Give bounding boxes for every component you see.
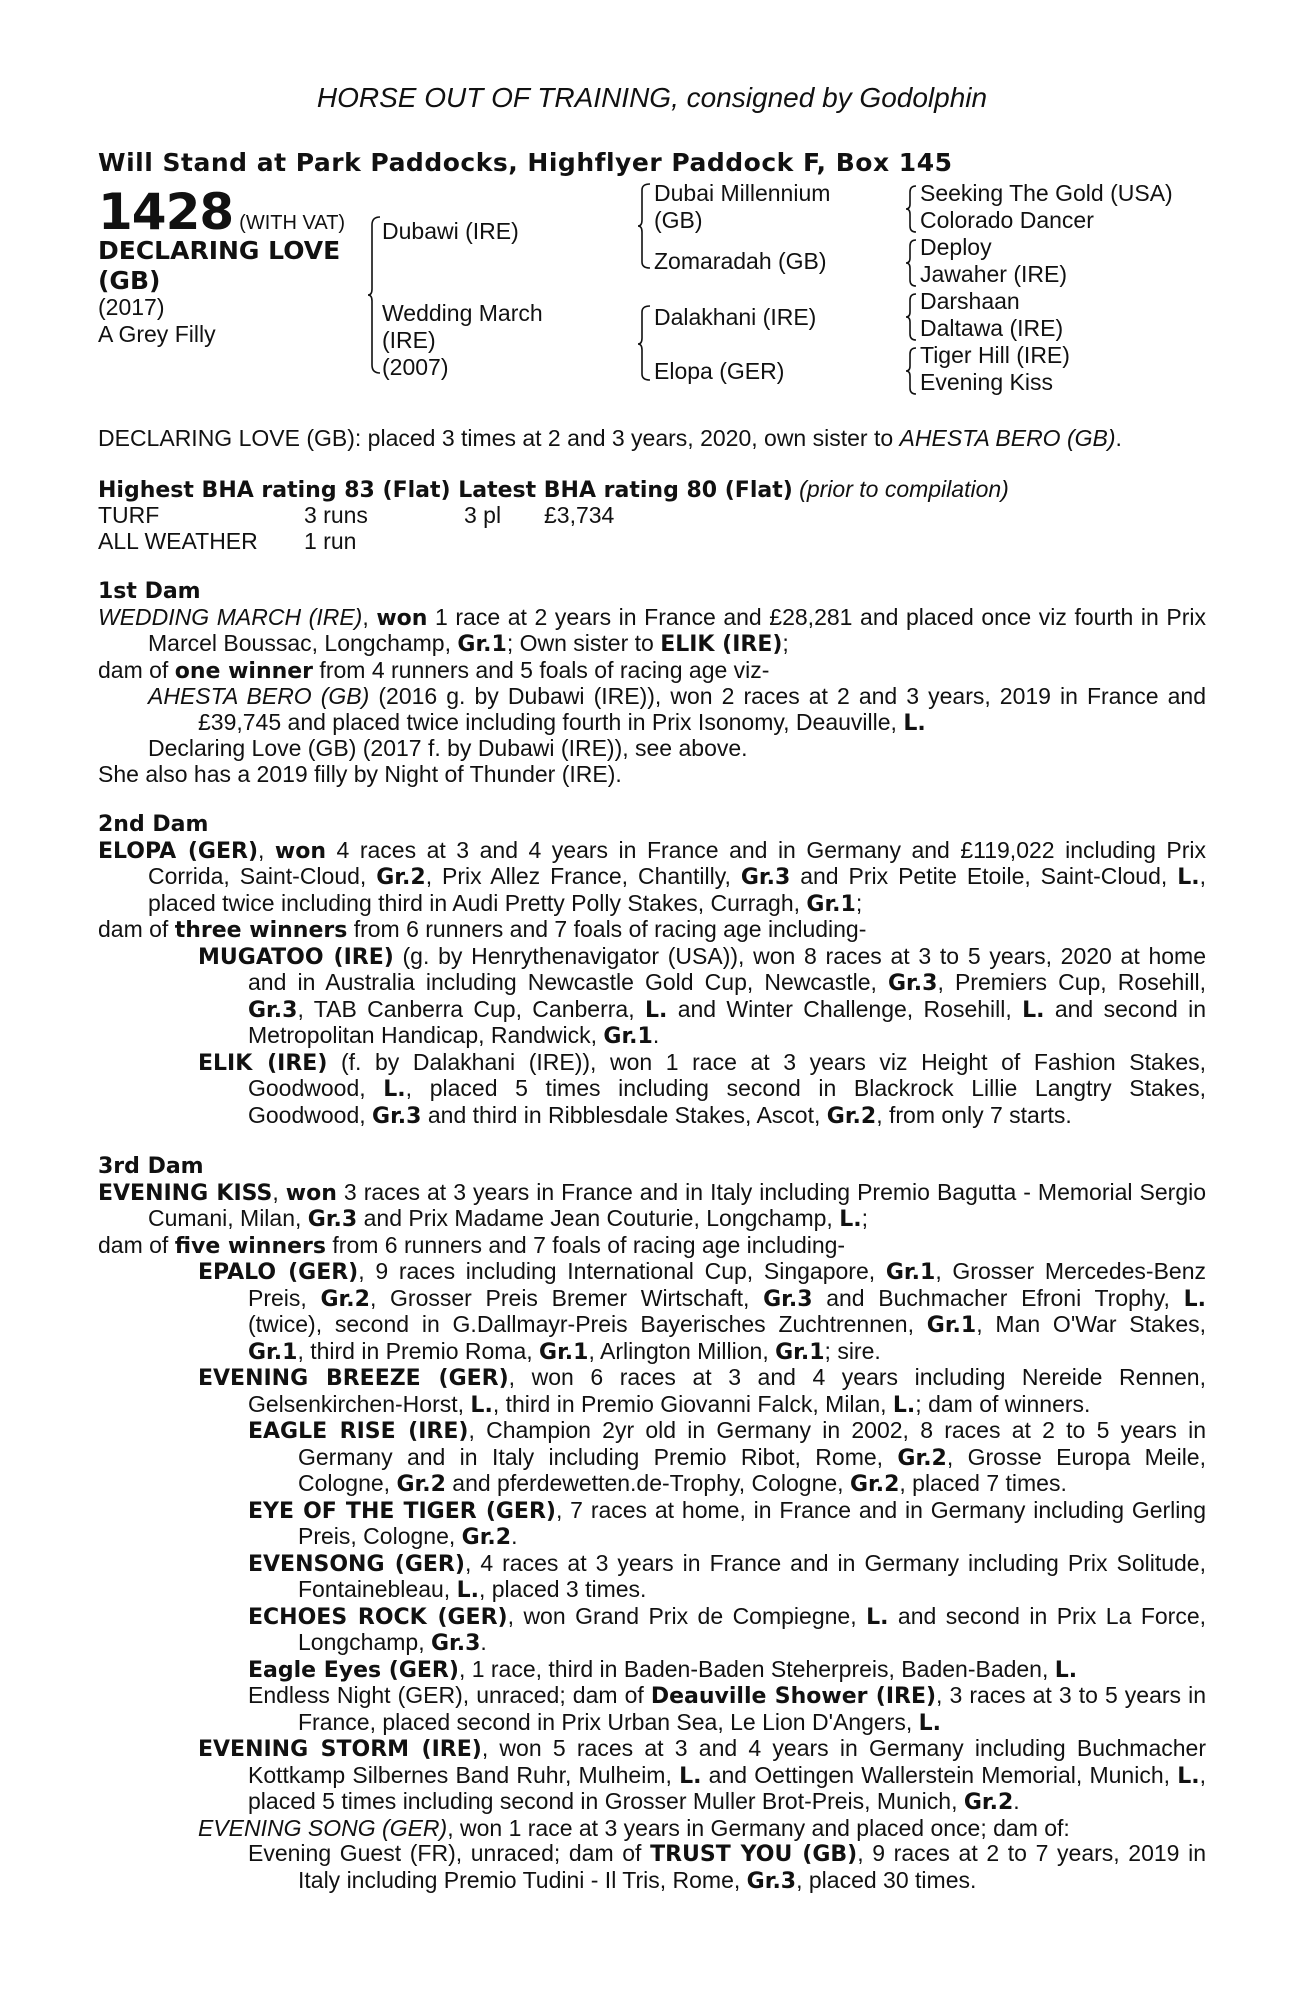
first-dam-produce-3: She also has a 2019 filly by Night of Thunder (IRE).	[98, 760, 622, 787]
pedigree-g8: Evening Kiss	[920, 369, 1053, 395]
pedigree-bracket-g78	[906, 346, 918, 396]
horse-details	[98, 294, 216, 348]
second-dam-record: ELOPA (GER), won 4 races at 3 and 4 years in France and in Germany and £119,022 including Prix Corrida, Saint-Cloud, Gr.2, Prix Allez France, Chantilly, Gr.3 and Prix Petite Etoile, Saint-Cloud, L., placed twice including third in Audi Pretty Polly Stakes, Curragh, Gr.1;	[98, 836, 1206, 917]
horse-name: DECLARING LOVE (GB)	[98, 236, 341, 295]
pedigree-g2: Colorado Dancer	[920, 207, 1094, 233]
first-dam-heading: 1st Dam	[98, 579, 201, 604]
lot-number-line	[98, 183, 345, 241]
third-dam-produce-evening-breeze: EVENING BREEZE (GER), won 6 races at 3 and 4 years including Nereide Rennen, Gelsenkirchen-Horst, L., third in Premio Giovanni Falck, Milan, L.; dam of winners.	[198, 1364, 1206, 1418]
pedigree-bracket-g34	[906, 238, 918, 288]
pedigree-g1: Seeking The Gold (USA)	[920, 180, 1173, 206]
horse-description: A Grey Filly	[98, 321, 216, 347]
pedigree-sire-dam: Zomaradah (GB)	[654, 248, 827, 274]
first-dam-record: WEDDING MARCH (IRE), won 1 race at 2 years in France and £28,281 and placed once viz fourth in Prix Marcel Boussac, Longchamp, Gr.1; Own sister to ELIK (IRE);	[98, 603, 1207, 657]
stand-location: Will Stand at Park Paddocks, Highflyer Paddock F, Box 145	[98, 148, 953, 177]
third-dam-produce-epalo: EPALO (GER), 9 races including International Cup, Singapore, Gr.1, Grosser Mercedes-Benz Preis, Gr.2, Grosser Preis Bremer Wirtschaft, Gr.3 and Buchmacher Efroni Trophy, L. (twice), second in G.Dallmayr-Preis Bayerisches Zuchtrennen, Gr.1, Man O'War Stakes, Gr.1, third in Premio Roma, Gr.1, Arlington Million, Gr.1; sire.	[198, 1258, 1207, 1365]
third-dam-produce-evening-song: EVENING SONG (GER), won 1 race at 3 years in Germany and placed once; dam of:	[198, 1814, 1070, 1841]
catalogue-body	[98, 426, 1206, 1894]
third-dam-produce-summary: dam of five winners from 6 runners and 7 foals of racing age including-	[98, 1231, 846, 1259]
race-record	[98, 503, 1206, 554]
second-dam-produce-summary: dam of three winners from 6 runners and 7 foals of racing age including-	[98, 916, 867, 943]
pedigree-bracket-main	[368, 215, 382, 375]
lot-number: 1428	[98, 183, 234, 241]
pedigree-bracket-dam	[638, 304, 652, 384]
grandproduce-eagle-eyes: Eagle Eyes (GER), 1 race, third in Baden-Baden Steherpreis, Baden-Baden, L.	[248, 1655, 1078, 1683]
horse-year: (2017)	[98, 294, 165, 320]
pedigree-sire: Dubawi (IRE)	[382, 218, 519, 244]
grandproduce-endless-night: Endless Night (GER), unraced; dam of Deauville Shower (IRE), 3 races at 3 to 5 years in France, placed second in Prix Urban Sea, Le Lion D'Angers, L.	[248, 1682, 1207, 1736]
horse-summary: DECLARING LOVE (GB): placed 3 times at 2 and 3 years, 2020, own sister to AHESTA BERO (GB).	[98, 425, 1122, 451]
pedigree-g4: Jawaher (IRE)	[920, 261, 1067, 287]
grandproduce-eagle-rise: EAGLE RISE (IRE), Champion 2yr old in Germany in 2002, 8 races at 2 to 5 years in Germany and in Italy including Premio Ribot, Rome, Gr.2, Grosse Europa Meile, Cologne, Gr.2 and pferdewetten.de-Trophy, Cologne, Gr.2, placed 7 times.	[248, 1417, 1206, 1497]
pedigree-g5: Darshaan	[920, 288, 1020, 314]
grandproduce-eye-of-the-tiger: EYE OF THE TIGER (GER), 7 races at home, in France and in Germany including Gerling Preis, Cologne, Gr.2.	[248, 1496, 1206, 1550]
third-dam-produce-evening-storm: EVENING STORM (IRE), won 5 races at 3 and 4 years in Germany including Buchmacher Kottkamp Silbernes Band Ruhr, Mulheim, L. and Oettingen Wallerstein Memorial, Munich, L., placed 5 times including second in Grosser Muller Brot-Preis, Munich, Gr.2.	[198, 1735, 1206, 1815]
pedigree-bracket-sire	[638, 182, 652, 272]
first-dam-produce-summary: dam of one winner from 4 runners and 5 foals of racing age viz-	[98, 656, 770, 684]
race-record-turf: TURF 3 runs 3 pl £3,734	[98, 502, 615, 528]
third-dam-heading: 3rd Dam	[98, 1154, 204, 1179]
pedigree-g7: Tiger Hill (IRE)	[920, 342, 1070, 368]
bha-rating: Highest BHA rating 83 (Flat) Latest BHA rating 80 (Flat) (prior to compilation)	[98, 475, 1009, 503]
pedigree-g3: Deploy	[920, 234, 992, 260]
second-dam-heading: 2nd Dam	[98, 812, 209, 837]
grandproduce-echoes-rock: ECHOES ROCK (GER), won Grand Prix de Compiegne, L. and second in Prix La Force, Longchamp, Gr.3.	[248, 1602, 1207, 1656]
first-dam-produce-2: Declaring Love (GB) (2017 f. by Dubawi (IRE)), see above.	[148, 735, 748, 761]
second-dam-produce-1: MUGATOO (IRE) (g. by Henrythenavigator (USA)), won 8 races at 3 to 5 years, 2020 at home and in Australia including Newcastle Gold Cup, Newcastle, Gr.3, Premiers Cup, Rosehill, Gr.3, TAB Canberra Cup, Canberra, L. and Winter Challenge, Rosehill, L. and second in Metropolitan Handicap, Randwick, Gr.1.	[198, 942, 1206, 1049]
pedigree-sire-sire: Dubai Millennium (GB)	[654, 180, 831, 233]
pedigree-bracket-g12	[906, 184, 918, 234]
pedigree-dam: Wedding March (IRE) (2007)	[382, 300, 543, 380]
third-dam-record: EVENING KISS, won 3 races at 3 years in France and in Italy including Premio Bagutta - Memorial Sergio Cumani, Milan, Gr.3 and Prix Madame Jean Couturie, Longchamp, L.;	[98, 1178, 1207, 1232]
grandproduce-evensong: EVENSONG (GER), 4 races at 3 years in France and in Germany including Prix Solitude, Fontainebleau, L., placed 3 times.	[248, 1549, 1206, 1603]
page-header: HORSE OUT OF TRAINING, consigned by Godolphin	[316, 82, 988, 113]
vat-note: (WITH VAT)	[239, 212, 346, 234]
grandproduce-evening-guest: Evening Guest (FR), unraced; dam of TRUST YOU (GB), 9 races at 2 to 7 years, 2019 in Italy including Premio Tudini - Il Tris, Rome, Gr.3, placed 30 times.	[248, 1840, 1206, 1894]
second-dam-produce-2: ELIK (IRE) (f. by Dalakhani (IRE)), won 1 race at 3 years viz Height of Fashion Stakes, Goodwood, L., placed 5 times including second in Blackrock Lillie Langtry Stakes, Goodwood, Gr.3 and third in Ribblesdale Stakes, Ascot, Gr.2, from only 7 starts.	[198, 1048, 1206, 1129]
race-record-aw: ALL WEATHER 1 run	[98, 527, 357, 554]
pedigree-bracket-g56	[906, 292, 918, 342]
pedigree-dam-sire: Dalakhani (IRE)	[654, 304, 817, 330]
first-dam-produce-1: AHESTA BERO (GB) (2016 g. by Dubawi (IRE)), won 2 races at 2 and 3 years, 2019 in France and £39,745 and placed twice including fourth in Prix Isonomy, Deauville, L.	[148, 683, 1206, 736]
pedigree-dam-dam: Elopa (GER)	[654, 358, 785, 384]
pedigree-g6: Daltawa (IRE)	[920, 315, 1064, 341]
